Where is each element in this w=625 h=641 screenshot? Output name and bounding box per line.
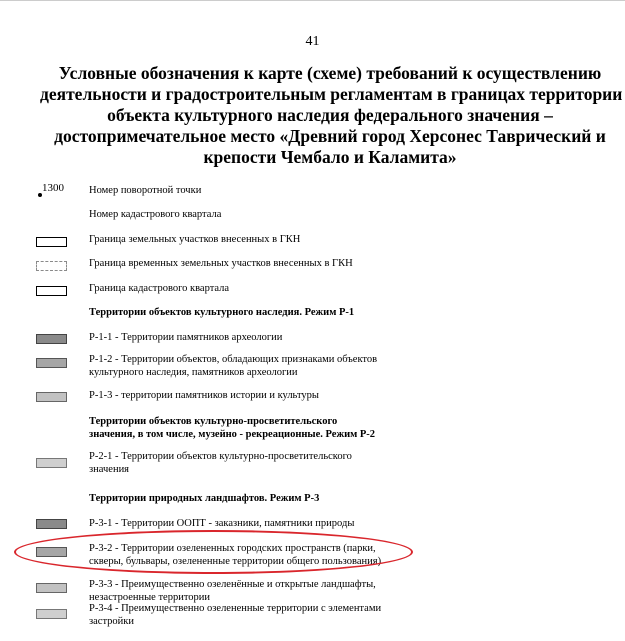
legend-text xyxy=(89,578,409,604)
legend-text-line: скверы, бульвары, озелененные территории общего пользования) xyxy=(89,556,382,567)
legend-text xyxy=(89,208,409,221)
legend-text xyxy=(89,389,409,402)
fill-swatch-icon xyxy=(36,392,67,402)
title-line: крепости Чембало и Каламита» xyxy=(203,147,457,167)
legend-text-line: Р-1-1 - Территории памятников археологии xyxy=(89,332,283,343)
red-highlight-oval xyxy=(14,530,413,574)
fill-swatch-icon xyxy=(36,583,67,593)
legend-text-line: Граница кадастрового квартала xyxy=(89,283,230,294)
legend-text xyxy=(89,602,409,628)
title-line: Условные обозначения к карте (схеме) требований к осуществлению xyxy=(58,63,602,83)
title-line: объекта культурного наследия федерального значения – xyxy=(107,105,553,125)
legend-text-line: значения xyxy=(89,464,130,475)
legend-text-line: застройки xyxy=(89,616,135,627)
legend-text-line: Территории объектов культурно-просветительского xyxy=(89,416,338,427)
fill-swatch-icon xyxy=(36,458,67,468)
fill-swatch-icon xyxy=(36,334,67,344)
legend-text xyxy=(89,353,409,379)
legend-text-line: Граница земельных участков внесенных в ГКН xyxy=(89,234,301,245)
legend-text xyxy=(89,517,409,530)
legend-text-line: незастроенные территории xyxy=(89,592,211,603)
solid-border-swatch-icon xyxy=(36,237,67,247)
legend-text xyxy=(89,282,409,295)
legend-heading-text xyxy=(89,492,409,505)
legend-text-line: Территории природных ландшафтов. Режим Р-3 xyxy=(89,493,320,504)
legend-text-line: значения, в том числе, музейно - рекреационные. Режим Р-2 xyxy=(89,429,376,440)
fill-swatch-icon xyxy=(36,609,67,619)
turning-point-label: 1300 xyxy=(42,182,64,194)
fill-swatch-icon xyxy=(36,519,67,529)
page-number: 41 xyxy=(305,34,320,49)
legend-text-line: Р-3-4 - Преимущественно озелененные территории с элементами xyxy=(89,603,382,614)
document-title xyxy=(40,63,623,168)
legend-text xyxy=(89,257,409,270)
legend-text-line: Р-1-2 - Территории объектов, обладающих признаками объектов xyxy=(89,354,378,365)
page-top-edge xyxy=(0,0,625,1)
legend-text xyxy=(89,184,409,197)
legend-text-line: Р-3-3 - Преимущественно озеленённые и открытые ландшафты, xyxy=(89,579,376,590)
legend-text-line: Р-3-2 - Территории озелененных городских пространств (парки, xyxy=(89,543,376,554)
legend-text xyxy=(89,233,409,246)
legend-heading-text xyxy=(89,415,409,441)
legend-text xyxy=(89,450,409,476)
title-line: достопримечательное место «Древний город Херсонес Таврический и xyxy=(54,126,606,146)
legend-text-line: Граница временных земельных участков внесенных в ГКН xyxy=(89,258,353,269)
legend-text-line: Р-1-3 - территории памятников истории и культуры xyxy=(89,390,319,401)
legend-text-line: Номер кадастрового квартала xyxy=(89,209,222,220)
fill-swatch-icon xyxy=(36,358,67,368)
legend-text-line: Р-3-1 - Территории ООПТ - заказники, памятники природы xyxy=(89,518,355,529)
title-line: деятельности и градостроительным регламентам в границах территории xyxy=(40,84,623,104)
legend-text-line: Номер поворотной точки xyxy=(89,185,202,196)
legend-text-line: культурного наследия, памятников археологии xyxy=(89,367,298,378)
legend-text xyxy=(89,331,409,344)
legend-text-line: Территории объектов культурного наследия. Режим Р-1 xyxy=(89,307,355,318)
legend-text-line: Р-2-1 - Территории объектов культурно-просветительского xyxy=(89,451,352,462)
dotted-border-swatch-icon xyxy=(36,261,67,271)
legend-heading-text xyxy=(89,306,409,319)
box-border-swatch-icon xyxy=(36,286,67,296)
